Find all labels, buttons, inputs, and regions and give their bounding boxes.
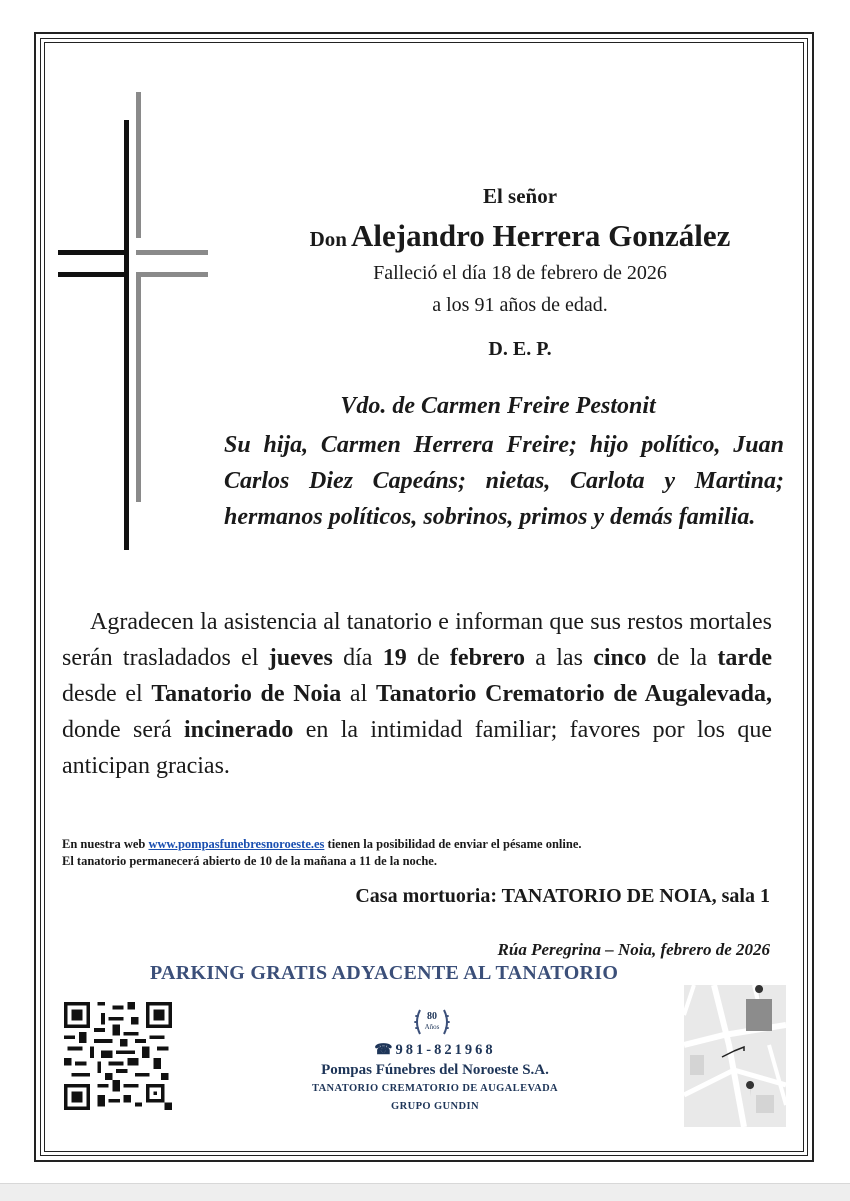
deceased-name-line <box>200 218 840 254</box>
anniversary-logo-icon <box>412 1004 452 1040</box>
honorific: Don <box>309 227 347 251</box>
parking-notice: PARKING GRATIS ADYACENTE AL TANATORIO <box>150 962 619 984</box>
age-at-death: a los 91 años de edad. <box>432 294 608 316</box>
phone-number[interactable]: ☎981-821968 <box>374 1042 496 1058</box>
logo-word: Años <box>424 1023 440 1031</box>
dateline: Rúa Peregrina – Noia, febrero de 2026 <box>497 940 770 959</box>
intro-text: El señor <box>482 184 558 208</box>
group-name: GRUPO GUNDIN <box>391 1101 479 1112</box>
web-note-line1: En nuestra web www.pompasfunebresnoroeste.es tienen la posibilidad de enviar el pésame online. <box>62 837 582 851</box>
company-name: Pompas Fúnebres del Noroeste S.A. <box>321 1062 549 1078</box>
web-note <box>62 836 777 870</box>
rip-text: D. E. P. <box>488 338 552 360</box>
date-of-death: Falleció el día 18 de febrero de 2026 <box>373 262 667 284</box>
opening-hours: El tanatorio permanecerá abierto de 10 de la mañana a 11 de la noche. <box>62 854 437 868</box>
location-map-icon[interactable] <box>684 985 786 1127</box>
phone-icon: ☎ <box>374 1042 396 1058</box>
website-link[interactable]: www.pompasfunebresnoroeste.es <box>148 837 325 851</box>
logo-number: 80 <box>427 1011 437 1022</box>
qr-code-icon[interactable] <box>64 1002 172 1110</box>
cross-icon <box>58 92 210 552</box>
deceased-name: Alejandro Herrera González <box>351 218 731 253</box>
family-list: Su hija, Carmen Herrera Freire; hijo político, Juan Carlos Diez Capeáns; nietas, Carlota y Martina; hermanos políticos, sobrinos, primos y demás familia. <box>224 432 784 530</box>
funeral-announcement: Agradecen la asistencia al tanatorio e informan que sus restos mortales serán trasladados el jueves día 19 de febrero a las cinco de la tarde desde el Tanatorio de Noia al Tanatorio Crematorio de Augalevada, donde será incinerado en la intimidad familiar; favores por los que anticipan gracias. <box>62 609 773 779</box>
mortuary-house: Casa mortuoria: TANATORIO DE NOIA, sala 1 <box>355 885 770 907</box>
widower-line: Vdo. de Carmen Freire Pestonit <box>340 393 656 419</box>
page-bottom-bar <box>0 1183 850 1201</box>
crematorium-name: TANATORIO CREMATORIO DE AUGALEVADA <box>311 1083 559 1094</box>
